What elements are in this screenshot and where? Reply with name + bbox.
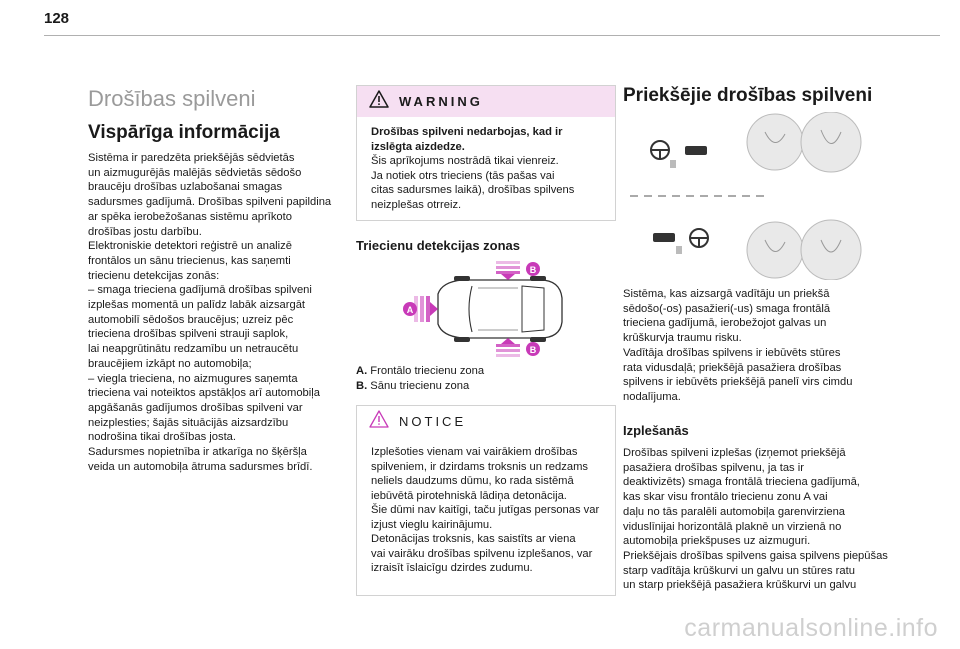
front-airbags-intro: Sistēma, kas aizsargā vadītāju un priekšā sēdošo(-os) pasažieri(-us) smaga frontālā trieciena gadījumā, ierobežojot galvas un krūškurvja traumu risku. Vadītāja drošības spilvens ir iebūvēts stūres rata vidusdaļā; priekšējā pasažiera drošības spilvens ir iebūvēts priekšējā panelī virs cimdu nodalījuma. — [623, 288, 853, 403]
dashboard-airbag-icon — [685, 146, 707, 155]
notice-label: NOTICE — [399, 414, 467, 429]
warning-bold-text: Drošības spilveni nedarbojas, kad ir izslēgta aizdedze. — [371, 126, 563, 153]
warning-box — [356, 85, 616, 221]
frontal-impact-zone-arrows — [414, 296, 438, 322]
warning-text: Šis aprīkojums nostrādā tikai vienreiz. Ja notiek otrs trieciens (tās pašas vai citas sadursmes laikā), drošības spilvens neizplešas otrreiz. — [371, 155, 575, 211]
top-rule — [44, 35, 940, 36]
steering-wheel-icon — [651, 141, 669, 159]
legend-b-key: B. — [356, 380, 368, 392]
zone-b-marker-bottom-label: B — [529, 345, 537, 355]
side-impact-zone-arrows-top — [496, 261, 520, 280]
page-number: 128 — [44, 10, 70, 27]
front-airbags-illustration — [625, 112, 887, 280]
warning-triangle-icon — [369, 90, 389, 113]
detection-zones-diagram — [390, 258, 580, 360]
zone-a-marker-label: A — [406, 305, 414, 315]
general-info-heading: Vispārīga informācija — [88, 122, 280, 143]
steering-wheel-icon-rhd — [690, 229, 708, 247]
warning-body — [357, 117, 615, 220]
deployment-body: Drošības spilveni izplešas (izņemot priekšējā pasažiera drošības spilvenu, ja tas ir deaktivizēts) smaga frontālā trieciena gadījumā, kas skar visu frontālo triecienu zonu A vai daļu no tās paralēli automobiļa garenvirziena viduslīnijai horizontālā plaknē un virzienā no automobiļa priekšpuses uz aizmuguri. Priekšējais drošības spilvens gaisa spilvens piepūšas starp vadītāja krūškurvi un galvu un stūres ratu un starp priekšējā pasažiera krūškurvi un galvu — [623, 447, 888, 592]
dashboard-airbag-icon-rhd — [653, 233, 675, 242]
notice-box — [356, 405, 616, 596]
car-top-view — [438, 276, 562, 342]
legend-a-key: A. — [356, 365, 368, 377]
watermark: carmanualsonline.info — [684, 614, 938, 642]
warning-header — [357, 86, 615, 117]
warning-label: WARNING — [399, 94, 483, 109]
section-title: Drošības spilveni — [88, 86, 256, 111]
deployment-heading: Izplešanās — [623, 423, 689, 438]
legend-a — [356, 365, 484, 377]
driver-airbag-circles — [747, 112, 861, 280]
zone-b-marker-top-label: B — [529, 265, 537, 275]
front-airbags-heading: Priekšējie drošības spilveni — [623, 85, 873, 106]
zones-heading: Triecienu detekcijas zonas — [356, 238, 521, 253]
side-impact-zone-arrows-bottom — [496, 338, 520, 357]
notice-body: Izplešoties vienam vai vairākiem drošības spilveniem, ir dzirdams troksnis un redzams neliels daudzums dūmu, ko rada sistēmā iebūvētā pirotehniskā lādiņa detonācija. Šie dūmi nav kaitīgi, taču jutīgas personas var izjust vieglu kairinājumu. Detonācijas troksnis, kas saistīts ar viena vai vairāku drošības spilvenu izplešanos, var izraisīt īslaicīgu dzirdes zudumu. — [371, 446, 600, 574]
notice-triangle-icon — [369, 410, 389, 433]
legend-b-text: Sānu triecienu zona — [370, 380, 470, 392]
legend-a-text: Frontālo triecienu zona — [370, 365, 485, 377]
general-info-body: Sistēma ir paredzēta priekšējās sēdvietās un aizmugurējās malējās sēdvietās sēdošo braucēju drošības uzlabošanai smagas sadursmes gadījumā. Drošības spilveni papildina ar spēka ierobežošanas sistēmu aprīkoto drošības jostu darbību. Elektroniskie detektori reģistrē un analizē frontālos un sānu triecienus, kas saņemti triecienu detekcijas zonās: – smaga trieciena gadījumā drošības spilveni izplešas momentā un palīdz labāk aizsargāt automobilī sēdošos braucējus; uzreiz pēc trieciena drošības spilveni strauji saplok, lai neapgrūtinātu redzamību un netraucētu braucējiem izkāpt no automobiļa; – viegla trieciena, no aizmugures saņemta trieciena vai noteiktos apstākļos arī automobiļa apgāšanās gadījumos drošības spilveni var neizplesties; šajās situācijās aizsardzību nodrošina tikai drošības josta. Sadursmes nopietnība ir atkarīga no šķēršļa veida un automobiļa ātruma sadursmes brīdī. — [88, 152, 332, 473]
notice-header — [357, 406, 615, 437]
legend-b — [356, 380, 469, 392]
